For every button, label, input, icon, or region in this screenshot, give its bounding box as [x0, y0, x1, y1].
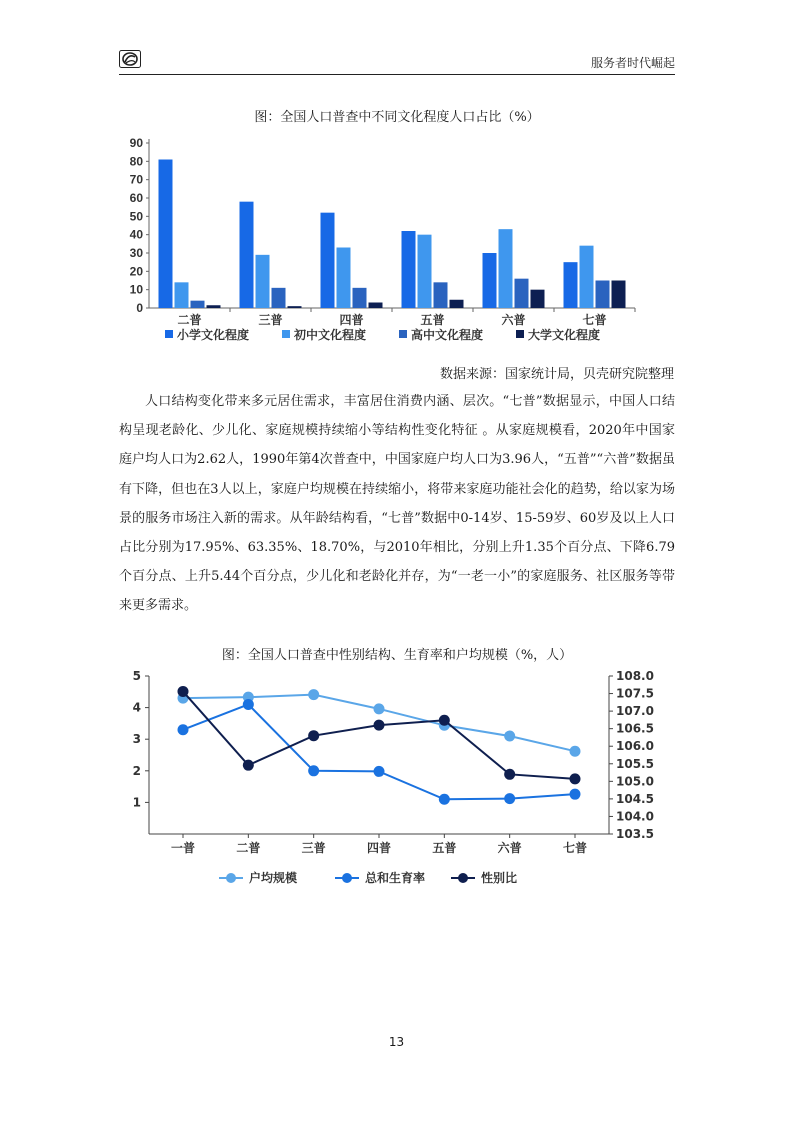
bar [402, 231, 416, 308]
series-point [178, 686, 189, 697]
page-number: 13 [388, 1035, 405, 1049]
legend-swatch [516, 330, 524, 338]
right-tick-label: 108.0 [616, 670, 654, 683]
y-tick-label: 20 [129, 264, 143, 279]
legend-label: 初中文化程度 [294, 328, 367, 342]
bar [240, 202, 254, 308]
bar [207, 305, 221, 308]
left-tick-label: 5 [132, 670, 141, 683]
bar [434, 282, 448, 308]
series-point [308, 765, 319, 776]
series-point [504, 731, 515, 742]
bar [191, 301, 205, 308]
bar [418, 235, 432, 308]
y-tick-label: 10 [129, 282, 143, 297]
figure1-caption: 图：全国人口普查中不同文化程度人口占比（%） [254, 110, 540, 125]
series-point [504, 769, 515, 780]
y-tick-label: 80 [129, 154, 143, 169]
left-tick-label: 2 [132, 763, 141, 778]
y-tick-label: 30 [129, 246, 143, 260]
series-point [439, 715, 450, 726]
bar [612, 281, 626, 309]
household-line-chart [119, 670, 675, 895]
series-point [178, 724, 189, 735]
x-tick-label: 四普 [366, 841, 392, 855]
x-tick-label: 七普 [562, 841, 588, 855]
series-line [183, 704, 575, 799]
legend-swatch [165, 330, 173, 338]
body-paragraph: 人口结构变化带来多元居住需求，丰富居住消费内涵、层次。“七普”数据显示，中国人口结构呈现老龄化、少儿化、家庭规模持续缩小等结构性变化特征 。从家庭规模看，2020年中国家庭户均人口为2.62人，1990年第4次普查中，中国家庭户均人口为3.96人，“五普”“六普”数据虽有下降，但也在3人以上，家庭户均规模在持续缩小，将带来家庭功能社会化的趋势，给以家为场景的服务市场注入新的需求。从年龄结构看，“七普”数据中0-14岁、15-59岁、60岁及以上人口占比分别为17.95%、63.35%、18.70%，与2010年相比，分别上升1.35个百分点、下降6.79个百分点、上升5.44个百分点，少儿化和老龄化并存，为“一老一小”的家庭服务、社区服务等带来更多需求。 [119, 394, 675, 614]
x-tick-label: 三普 [258, 313, 283, 327]
legend-label: 大学文化程度 [528, 328, 601, 342]
series-point [570, 789, 581, 800]
bar [159, 160, 173, 309]
legend-swatch [282, 330, 290, 338]
bar [515, 279, 529, 308]
left-tick-label: 4 [132, 700, 141, 715]
legend-label: 户均规模 [249, 871, 298, 885]
x-tick-label: 三普 [301, 841, 326, 855]
series-point [374, 766, 385, 777]
bar [353, 288, 367, 308]
right-tick-label: 104.0 [616, 809, 654, 824]
education-bar-chart [119, 133, 675, 351]
right-tick-label: 107.0 [616, 704, 654, 719]
x-tick-label: 一普 [170, 841, 196, 855]
legend-label: 小学文化程度 [177, 328, 250, 342]
x-tick-label: 六普 [497, 841, 522, 855]
body-text [119, 387, 675, 621]
x-tick-label: 二普 [177, 313, 202, 327]
bar [580, 246, 594, 308]
right-tick-label: 104.5 [616, 791, 654, 806]
right-tick-label: 106.0 [616, 739, 654, 754]
legend-swatch [399, 330, 407, 338]
series-point [570, 773, 581, 784]
legend-label: 高中文化程度 [411, 328, 484, 342]
x-tick-label: 五普 [420, 313, 445, 327]
series-point [243, 760, 254, 771]
y-tick-label: 0 [136, 301, 143, 315]
right-tick-label: 107.5 [616, 686, 654, 701]
y-tick-label: 50 [129, 209, 143, 224]
bar [564, 262, 578, 308]
series-point [308, 689, 319, 700]
bar [272, 288, 286, 308]
figure1-source: 数据来源：国家统计局，贝壳研究院整理 [439, 367, 674, 382]
page-header [119, 46, 675, 75]
x-tick-label: 四普 [339, 313, 364, 327]
bar [321, 213, 335, 308]
header-title: 服务者时代崛起 [590, 56, 675, 70]
bar [596, 281, 610, 309]
y-tick-label: 70 [129, 172, 143, 187]
left-tick-label: 3 [132, 732, 141, 747]
right-tick-label: 106.5 [616, 721, 654, 736]
x-tick-label: 二普 [236, 841, 261, 855]
legend-marker [458, 873, 468, 883]
x-tick-label: 七普 [582, 313, 607, 327]
left-tick-label: 1 [132, 795, 141, 810]
y-tick-label: 90 [129, 136, 143, 150]
y-tick-label: 40 [129, 227, 143, 242]
right-tick-label: 105.5 [616, 756, 654, 771]
bar [256, 255, 270, 308]
right-tick-label: 103.5 [616, 827, 654, 841]
bar [288, 306, 302, 308]
series-point [439, 794, 450, 805]
legend-marker [342, 873, 352, 883]
series-point [570, 746, 581, 757]
bar [175, 282, 189, 308]
bar [369, 303, 383, 309]
x-tick-label: 五普 [432, 841, 457, 855]
legend-label: 性别比 [481, 871, 518, 885]
y-tick-label: 60 [129, 191, 143, 205]
bar [450, 300, 464, 308]
legend-label: 总和生育率 [365, 871, 426, 885]
bar [337, 248, 351, 309]
circle-swirl-logo-icon [119, 50, 141, 68]
series-point [374, 703, 385, 714]
bar [531, 290, 545, 308]
figure2-caption: 图：全国人口普查中性别结构、生育率和户均规模（%，人） [221, 648, 573, 663]
right-tick-label: 105.0 [616, 774, 654, 789]
legend-marker [226, 873, 236, 883]
series-point [374, 720, 385, 731]
x-tick-label: 六普 [501, 313, 526, 327]
series-point [308, 730, 319, 741]
bar [499, 229, 513, 308]
series-point [504, 793, 515, 804]
series-point [243, 699, 254, 710]
bar [483, 253, 497, 308]
